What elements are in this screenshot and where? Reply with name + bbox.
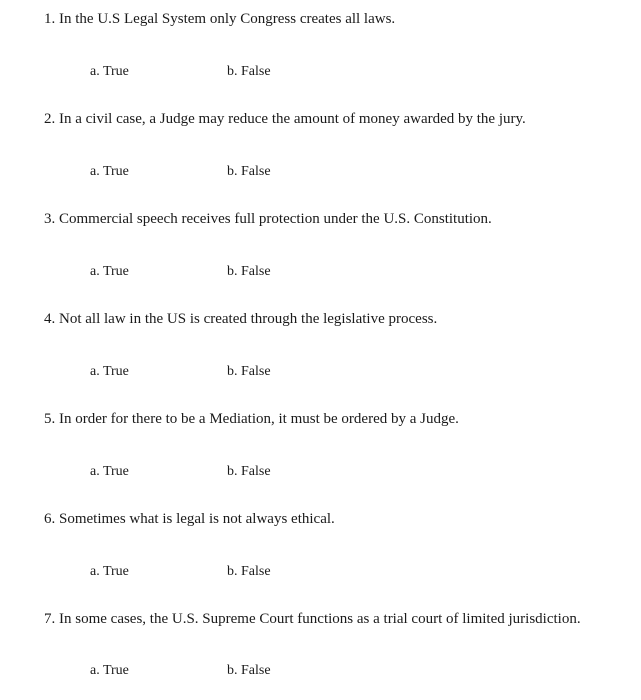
question-4-option-false[interactable]: b. False <box>227 364 271 379</box>
question-6-option-true[interactable]: a. True <box>90 564 129 579</box>
question-3-option-true[interactable]: a. True <box>90 264 129 279</box>
question-3-text: 3. Commercial speech receives full protection under the U.S. Constitution. <box>44 211 492 227</box>
question-2-text: 2. In a civil case, a Judge may reduce the amount of money awarded by the jury. <box>44 111 526 127</box>
question-7-option-false[interactable]: b. False <box>227 663 271 678</box>
question-5-option-true[interactable]: a. True <box>90 464 129 479</box>
question-3-option-false[interactable]: b. False <box>227 264 271 279</box>
question-1-option-true[interactable]: a. True <box>90 64 129 79</box>
question-1-text: 1. In the U.S Legal System only Congress creates all laws. <box>44 11 396 27</box>
question-5-option-false[interactable]: b. False <box>227 464 271 479</box>
question-4-option-true[interactable]: a. True <box>90 364 129 379</box>
question-7-option-true[interactable]: a. True <box>90 663 129 678</box>
question-6-option-false[interactable]: b. False <box>227 564 271 579</box>
question-4-text: 4. Not all law in the US is created through the legislative process. <box>44 311 438 327</box>
question-6-text: 6. Sometimes what is legal is not always ethical. <box>44 511 335 527</box>
question-2-option-false[interactable]: b. False <box>227 164 271 179</box>
question-7-text: 7. In some cases, the U.S. Supreme Court functions as a trial court of limited jurisdiction. <box>44 611 581 627</box>
question-2-option-true[interactable]: a. True <box>90 164 129 179</box>
question-1-option-false[interactable]: b. False <box>227 64 271 79</box>
question-5-text: 5. In order for there to be a Mediation, it must be ordered by a Judge. <box>44 411 459 427</box>
